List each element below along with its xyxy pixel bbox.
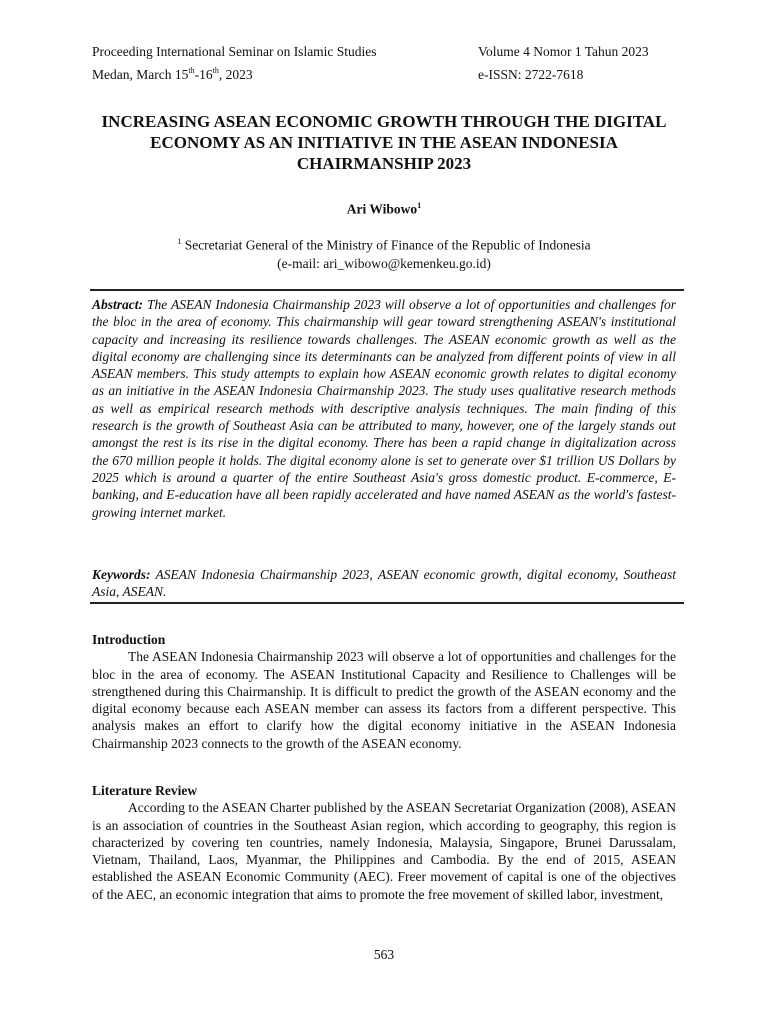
keywords-text: ASEAN Indonesia Chairmanship 2023, ASEAN economic growth, digital economy, Southeast Asia, ASEAN. <box>92 567 676 600</box>
affiliation: $^1$ Secretariat General of the Ministry of Finance of the Republic of Indonesia (e-mail: ari_wibowo@kemenkeu.go.id) <box>0 233 768 273</box>
abstract-bottom-rule <box>90 602 684 604</box>
paper-title: INCREASING ASEAN ECONOMIC GROWTH THROUGH THE DIGITAL ECONOMY AS AN INITIATIVE IN THE ASEAN INDONESIA CHAIRMANSHIP 2023 <box>101 112 667 173</box>
conference-date: Medan, March 15th-16th, 2023 <box>92 65 253 82</box>
introduction-section <box>92 631 676 752</box>
literature-review-heading: Literature Review <box>92 783 198 798</box>
author-email: (e-mail: ari_wibowo@kemenkeu.go.id) <box>277 255 491 271</box>
journal-name: Proceeding International Seminar on Islamic Studies <box>92 44 377 59</box>
volume-info: Volume 4 Nomor 1 Tahun 2023 <box>478 44 649 59</box>
keywords <box>92 566 676 601</box>
literature-review-paragraph: According to the ASEAN Charter published by the ASEAN Secretariat Organization (2008), ASEAN is an association of countries in the Southeast Asian region, which according to geography, this region is characterized by covering ten countries, namely Indonesia, Malaysia, Singapore, Brunei Darussalam, Vietnam, Thailand, Laos, Myanmar, the Philippines and Cambodia. By the end of 2015, ASEAN established the ASEAN Economic Community (AEC). Freer movement of capital is one of the objectives of the AEC, an economic integration that aims to promote the free movement of skilled labor, investment, <box>92 800 676 902</box>
abstract-label: Abstract: <box>92 297 144 312</box>
keywords-label: Keywords: <box>92 567 151 582</box>
issn: e-ISSN: 2722-7618 <box>478 67 584 82</box>
introduction-paragraph: The ASEAN Indonesia Chairmanship 2023 will observe a lot of opportunities and challenges for the bloc in the area of economy. The ASEAN Institutional Capacity and Resilience to Challenges will be strengthened during this Chairmanship. It is difficult to predict the growth of the ASEAN economy and the digital economy because each ASEAN member can assess its factors from a different perspective. This analysis makes an effort to clarify how the digital economy initiative in the ASEAN Indonesia Chairmanship 2023 connects to the growth of the ASEAN economy. <box>92 649 676 751</box>
introduction-heading: Introduction <box>92 632 166 647</box>
abstract-text: The ASEAN Indonesia Chairmanship 2023 will observe a lot of opportunities and challenges for the bloc in the area of economy. This chairmanship will gear toward strengthening ASEAN's institutional capacity and increasing its resilience towards challenges. The ASEAN economic growth as well as the digital economy are challenging since its determinants can be analyzed from different points of view in all ASEAN members. This study attempts to explain how ASEAN economic growth relates to digital economy as an initiative in the ASEAN Indonesia Chairmanship 2023. The study uses qualitative research methods as well as empirical research methods with descriptive analysis techniques. The main finding of this research is the growth of Southeast Asia can be attributed to many, however, one of the largely stands out amongst the rest is its rise in the digital economy. There has been a rapid change in digitalization across the 670 million people it holds. The digital economy alone is set to generate over $1 trillion US Dollars by 2025 which is around a quarter of the entire Southeast Asia's gross domestic product. E-commerce, E-banking, and E-education have all been rapidly accelerated and have named ASEAN as the world's fastest-growing internet market. <box>92 297 676 520</box>
abstract-top-rule <box>90 289 684 291</box>
abstract <box>92 296 676 521</box>
author: Ari Wibowo$^1$ <box>346 201 422 217</box>
literature-review-section <box>92 782 676 903</box>
page-number: 563 <box>373 947 395 962</box>
